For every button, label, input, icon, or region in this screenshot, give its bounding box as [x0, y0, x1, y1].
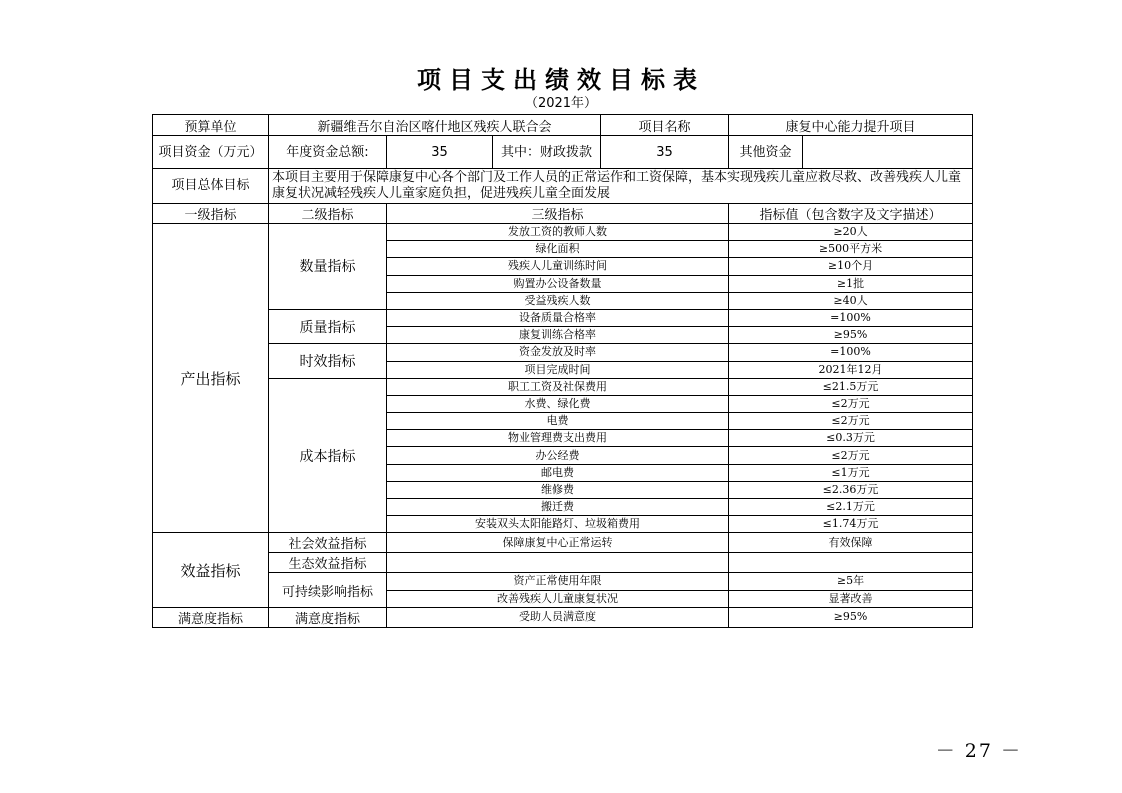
indicator-cell: 安装双头太阳能路灯、垃圾箱费用	[387, 516, 729, 533]
indicator-cell: 电费	[387, 413, 729, 430]
group-satisfaction-sub: 满意度指标	[269, 607, 387, 627]
goal-row	[153, 169, 973, 204]
value-cell: ≥95%	[729, 327, 973, 344]
indicator-cell	[387, 553, 729, 573]
page-number: － 27 －	[935, 740, 1022, 762]
indicator-cell: 绿化面积	[387, 241, 729, 258]
indicator-cell: 发放工资的教师人数	[387, 224, 729, 241]
table-row	[153, 533, 973, 553]
header-level2: 二级指标	[269, 204, 387, 224]
budget-unit-value: 新疆维吾尔自治区喀什地区残疾人联合会	[269, 115, 601, 136]
value-cell: ≤0.3万元	[729, 430, 973, 447]
indicator-cell: 搬迁费	[387, 499, 729, 516]
other-fund-label: 其他资金	[729, 136, 803, 169]
table-row	[153, 573, 973, 590]
indicator-cell: 办公经费	[387, 447, 729, 464]
group-quality: 质量指标	[269, 309, 387, 343]
group-social-benefit: 社会效益指标	[269, 533, 387, 553]
value-cell: ≤2.1万元	[729, 499, 973, 516]
value-cell: =100%	[729, 344, 973, 361]
indicator-cell: 职工工资及社保费用	[387, 378, 729, 395]
table-row	[153, 224, 973, 241]
group-timeliness: 时效指标	[269, 344, 387, 378]
project-name-label: 项目名称	[601, 115, 729, 136]
group-benefit: 效益指标	[153, 533, 269, 607]
indicator-cell: 设备质量合格率	[387, 309, 729, 326]
value-cell: ≥5年	[729, 573, 973, 590]
group-satisfaction: 满意度指标	[153, 607, 269, 627]
value-cell: ≥95%	[729, 607, 973, 627]
indicator-cell: 邮电费	[387, 464, 729, 481]
group-sustainable-impact: 可持续影响指标	[269, 573, 387, 607]
indicator-cell: 水费、绿化费	[387, 395, 729, 412]
value-cell: ≥1批	[729, 275, 973, 292]
indicator-cell: 康复训练合格率	[387, 327, 729, 344]
indicator-header-row	[153, 204, 973, 224]
table-row	[153, 309, 973, 326]
indicator-cell: 维修费	[387, 481, 729, 498]
value-cell: ≥20人	[729, 224, 973, 241]
overall-goal-text: 本项目主要用于保障康复中心各个部门及工作人员的正常运作和工资保障，基本实现残疾儿童应救尽救、改善残疾人儿童康复状况减轻残疾人儿童家庭负担，促进残疾儿童全面发展	[269, 169, 973, 204]
value-cell: ≤21.5万元	[729, 378, 973, 395]
table-row	[153, 344, 973, 361]
header-level1: 一级指标	[153, 204, 269, 224]
indicator-cell: 购置办公设备数量	[387, 275, 729, 292]
indicator-cell: 受助人员满意度	[387, 607, 729, 627]
table-row	[153, 607, 973, 627]
fiscal-fund-value: 35	[601, 136, 729, 169]
indicator-cell: 保障康复中心正常运转	[387, 533, 729, 553]
value-cell: ≤2.36万元	[729, 481, 973, 498]
indicator-cell: 项目完成时间	[387, 361, 729, 378]
budget-unit-label: 预算单位	[153, 115, 269, 136]
year-label: （2021年）	[524, 96, 598, 111]
header-value: 指标值（包含数字及文字描述）	[729, 204, 973, 224]
value-cell: 2021年12月	[729, 361, 973, 378]
fund-row	[153, 136, 973, 169]
value-cell: ≥500平方米	[729, 241, 973, 258]
indicator-cell: 残疾人儿童训练时间	[387, 258, 729, 275]
indicator-cell: 改善残疾人儿童康复状况	[387, 590, 729, 607]
indicator-cell: 资金发放及时率	[387, 344, 729, 361]
indicator-cell: 资产正常使用年限	[387, 573, 729, 590]
header-level3: 三级指标	[387, 204, 729, 224]
annual-fund-value: 35	[387, 136, 493, 169]
value-cell	[729, 553, 973, 573]
value-cell: =100%	[729, 309, 973, 326]
value-cell: ≥10个月	[729, 258, 973, 275]
value-cell: ≥40人	[729, 292, 973, 309]
overall-goal-label: 项目总体目标	[153, 169, 269, 204]
group-output: 产出指标	[153, 224, 269, 533]
page-title: 项目支出绩效目标表	[417, 66, 705, 94]
group-quantity: 数量指标	[269, 224, 387, 310]
value-cell: ≤1万元	[729, 464, 973, 481]
annual-fund-label: 年度资金总额:	[269, 136, 387, 169]
group-cost: 成本指标	[269, 378, 387, 533]
indicator-cell: 物业管理费支出费用	[387, 430, 729, 447]
table-row	[153, 553, 973, 573]
indicator-cell: 受益残疾人数	[387, 292, 729, 309]
other-fund-value	[803, 136, 973, 169]
value-cell: 显著改善	[729, 590, 973, 607]
value-cell: ≤2万元	[729, 395, 973, 412]
performance-table	[152, 114, 973, 628]
project-name-value: 康复中心能力提升项目	[729, 115, 973, 136]
fiscal-fund-label: 其中：财政拨款	[493, 136, 601, 169]
value-cell: ≤1.74万元	[729, 516, 973, 533]
value-cell: ≤2万元	[729, 413, 973, 430]
table-row	[153, 378, 973, 395]
group-ecological-benefit: 生态效益指标	[269, 553, 387, 573]
value-cell: ≤2万元	[729, 447, 973, 464]
budget-row	[153, 115, 973, 136]
project-fund-label: 项目资金（万元）	[153, 136, 269, 169]
value-cell: 有效保障	[729, 533, 973, 553]
